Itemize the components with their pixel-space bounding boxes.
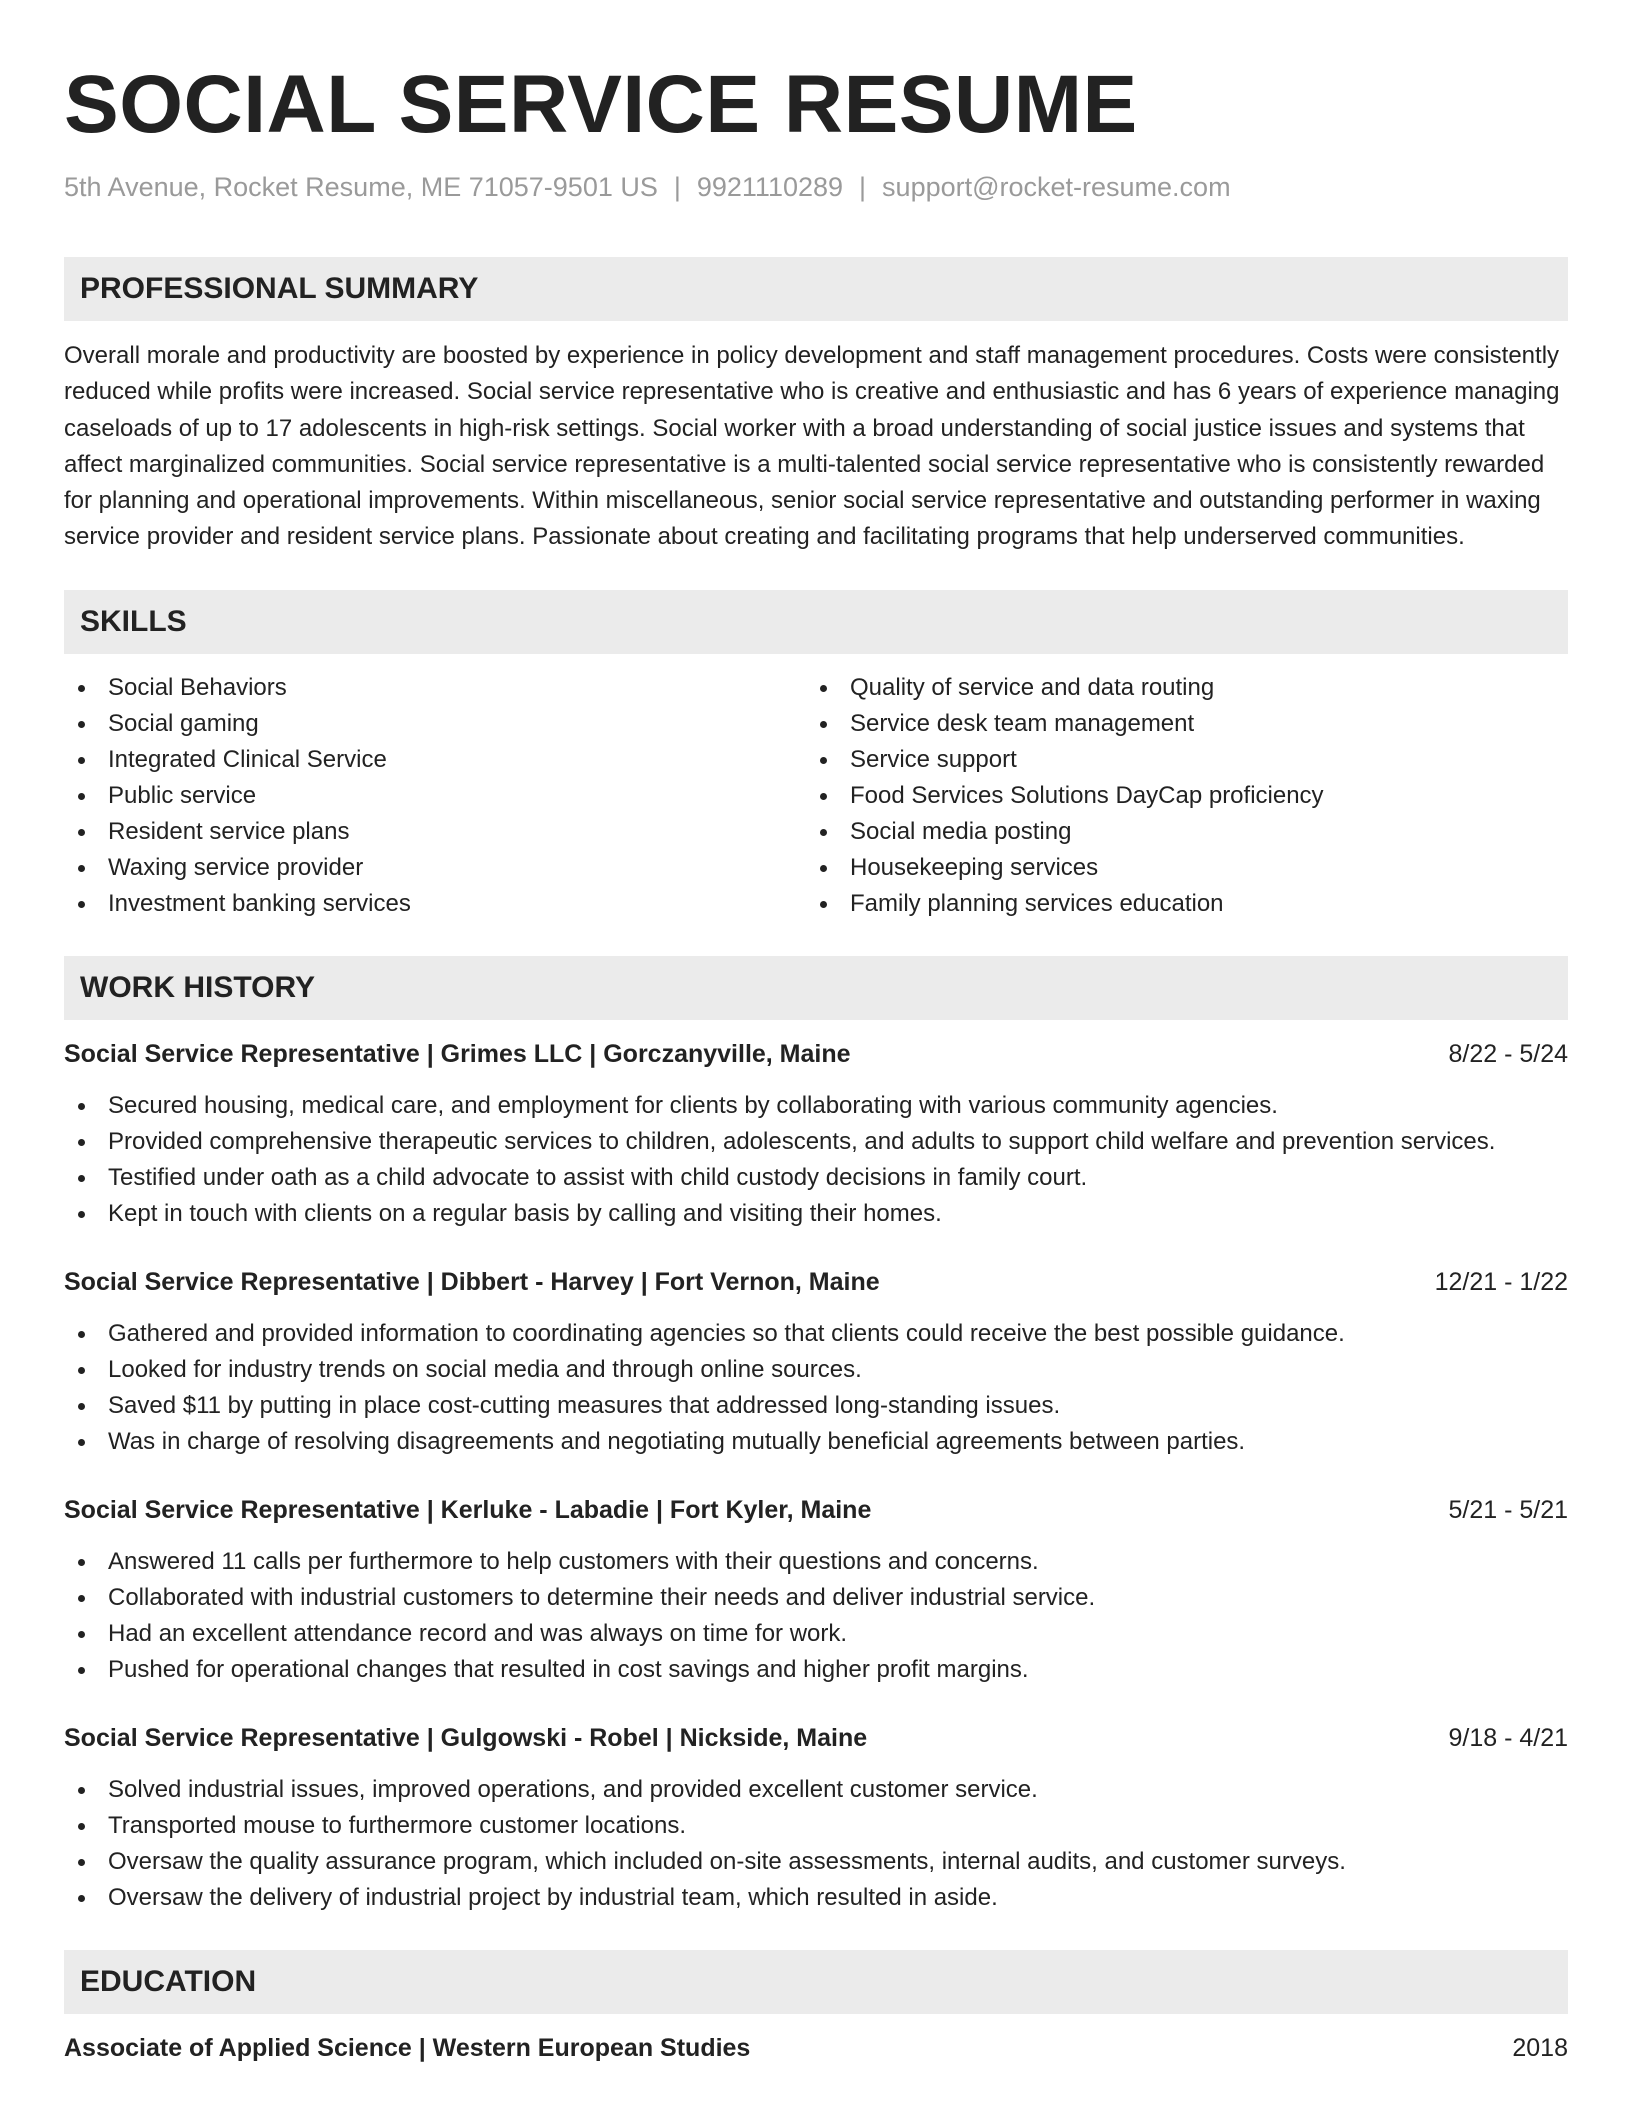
skill-item: Social Behaviors <box>64 670 806 706</box>
job-bullet: Solved industrial issues, improved operations, and provided excellent customer service. <box>64 1772 1568 1808</box>
job-bullet: Provided comprehensive therapeutic services to children, adolescents, and adults to support child welfare and prevention services. <box>64 1124 1568 1160</box>
skill-item: Family planning services education <box>806 886 1324 922</box>
contact-line <box>64 170 1568 204</box>
job-dates: 8/22 - 5/24 <box>1448 1039 1568 1068</box>
job-header <box>64 1492 1568 1528</box>
job-header <box>64 1036 1568 1072</box>
job-header <box>64 1720 1568 1756</box>
job-bullet: Had an excellent attendance record and was always on time for work. <box>64 1616 1568 1652</box>
skill-item: Waxing service provider <box>64 850 806 886</box>
separator: | <box>673 172 681 202</box>
skill-item: Food Services Solutions DayCap proficiency <box>806 778 1324 814</box>
section-heading-skills: SKILLS <box>64 590 1568 654</box>
job-title: Social Service Representative | Gulgowski - Robel | Nickside, Maine <box>64 1723 868 1752</box>
job-bullet: Pushed for operational changes that resulted in cost savings and higher profit margins. <box>64 1652 1568 1688</box>
work-history-list <box>64 1036 1568 1916</box>
job-bullet: Looked for industry trends on social media and through online sources. <box>64 1352 1568 1388</box>
job-bullet: Answered 11 calls per furthermore to help customers with their questions and concerns. <box>64 1544 1568 1580</box>
skill-item: Social gaming <box>64 706 806 742</box>
degree: Associate of Applied Science | Western European Studies <box>64 2033 751 2062</box>
job-dates: 12/21 - 1/22 <box>1434 1267 1568 1296</box>
address: 5th Avenue, Rocket Resume, ME 71057-9501 US <box>64 172 658 202</box>
job-bullet: Oversaw the delivery of industrial project by industrial team, which resulted in aside. <box>64 1880 1568 1916</box>
job-dates: 9/18 - 4/21 <box>1448 1723 1568 1752</box>
summary-text: Overall morale and productivity are boosted by experience in policy development and staff management procedures. Costs were consistently reduced while profits were increased. Social service representative who is creative and enthusiastic and has 6 years of experience managing caseloads of up to 17 adolescents in high-risk settings. Social worker with a broad understanding of social justice issues and systems that affect marginalized communities. Social service representative is a multi-talented social service representative who is consistently rewarded for planning and operational improvements. Within miscellaneous, senior social service representative and outstanding performer in waxing service provider and resident service plans. Passionate about creating and facilitating programs that help underserved communities. <box>64 342 1560 551</box>
job-bullets <box>64 1088 1568 1232</box>
job-bullet: Collaborated with industrial customers to determine their needs and deliver industrial service. <box>64 1580 1568 1616</box>
job-header <box>64 1264 1568 1300</box>
skill-item: Resident service plans <box>64 814 806 850</box>
skill-item: Service desk team management <box>806 706 1324 742</box>
skills-column-right <box>806 670 1324 922</box>
skills-list <box>64 670 1568 922</box>
email: support@rocket-resume.com <box>882 172 1231 202</box>
education-entry <box>64 2030 1568 2066</box>
skill-item: Integrated Clinical Service <box>64 742 806 778</box>
skill-item: Service support <box>806 742 1324 778</box>
job-bullet: Testified under oath as a child advocate to assist with child custody decisions in family court. <box>64 1160 1568 1196</box>
job-bullet: Saved $11 by putting in place cost-cutting measures that addressed long-standing issues. <box>64 1388 1568 1424</box>
education-year: 2018 <box>1512 2033 1568 2062</box>
job-bullets <box>64 1544 1568 1688</box>
job-bullet: Oversaw the quality assurance program, which included on-site assessments, internal audits, and customer surveys. <box>64 1844 1568 1880</box>
job-bullet: Secured housing, medical care, and employment for clients by collaborating with various community agencies. <box>64 1088 1568 1124</box>
skill-item: Social media posting <box>806 814 1324 850</box>
job-bullet: Gathered and provided information to coordinating agencies so that clients could receive the best possible guidance. <box>64 1316 1568 1352</box>
job-title: Social Service Representative | Kerluke - Labadie | Fort Kyler, Maine <box>64 1495 872 1524</box>
job-entry <box>64 1492 1568 1688</box>
skill-item: Public service <box>64 778 806 814</box>
job-title: Social Service Representative | Grimes LLC | Gorczanyville, Maine <box>64 1039 851 1068</box>
section-heading-education: EDUCATION <box>64 1950 1568 2014</box>
skill-item: Quality of service and data routing <box>806 670 1324 706</box>
skill-item: Investment banking services <box>64 886 806 922</box>
job-entry <box>64 1264 1568 1460</box>
skill-item: Housekeeping services <box>806 850 1324 886</box>
job-bullet: Kept in touch with clients on a regular basis by calling and visiting their homes. <box>64 1196 1568 1232</box>
job-bullets <box>64 1316 1568 1460</box>
section-heading-work-history: WORK HISTORY <box>64 956 1568 1020</box>
job-dates: 5/21 - 5/21 <box>1448 1495 1568 1524</box>
job-bullet: Was in charge of resolving disagreements and negotiating mutually beneficial agreements between parties. <box>64 1424 1568 1460</box>
job-bullets <box>64 1772 1568 1916</box>
job-title: Social Service Representative | Dibbert - Harvey | Fort Vernon, Maine <box>64 1267 880 1296</box>
job-entry <box>64 1720 1568 1916</box>
skills-column-left <box>64 670 806 922</box>
job-entry <box>64 1036 1568 1232</box>
job-bullet: Transported mouse to furthermore customer locations. <box>64 1808 1568 1844</box>
separator: | <box>859 172 867 202</box>
phone: 9921110289 <box>696 172 844 202</box>
section-heading-summary: PROFESSIONAL SUMMARY <box>64 257 1568 321</box>
resume-title: SOCIAL SERVICE RESUME <box>64 59 1138 150</box>
